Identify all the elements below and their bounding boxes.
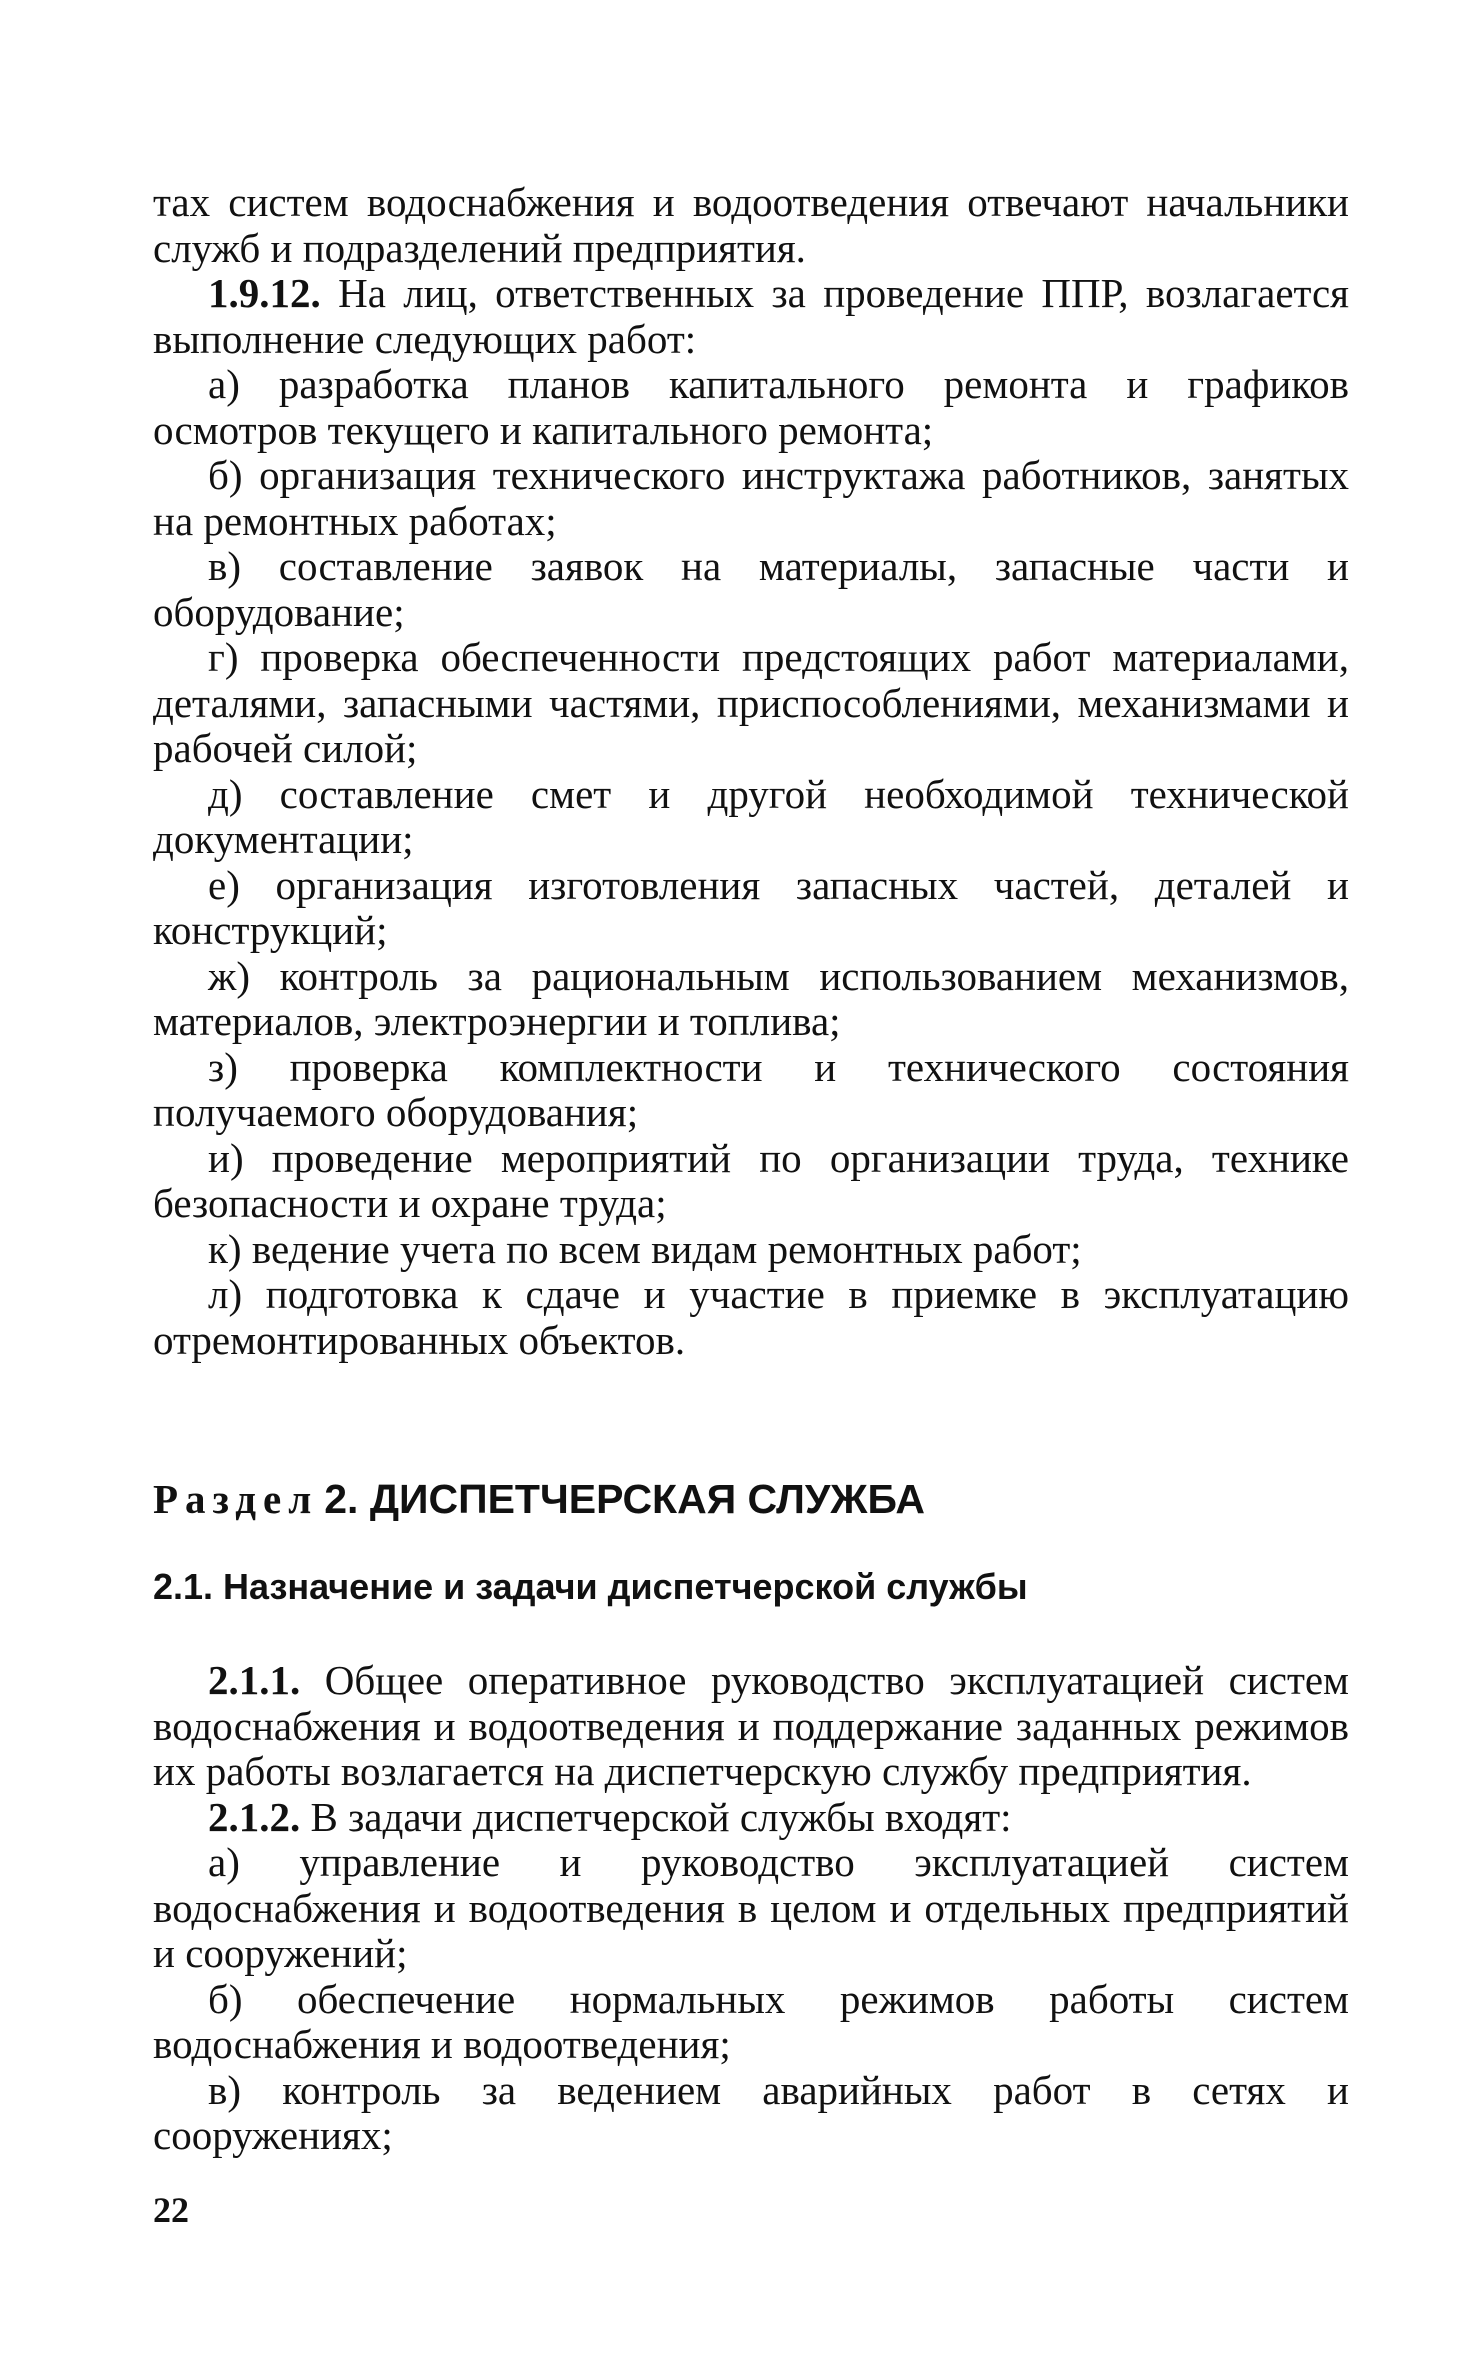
clause-text: Общее оперативное руководство эксплуатацией систем водоснабжения и водоотведения и поддержание заданных режимов их работы возлагается на диспетчерскую службу предприятия. [153, 1657, 1350, 1794]
clause-text: На лиц, ответственных за проведение ППР, возлагается выполнение следующих работ: [153, 270, 1350, 362]
clause-number: 2.1.2. [208, 1793, 301, 1840]
section-1-continuation [153, 180, 1349, 1363]
list-item: б) организация технического инструктажа работников, занятых на ремонтных работах; [153, 452, 1349, 544]
list-item: ж) контроль за рациональным использованием механизмов, материалов, электроэнергии и топлива; [153, 952, 1349, 1044]
section-title: 2. ДИСПЕТЧЕРСКАЯ СЛУЖБА [324, 1476, 925, 1522]
paragraph-continuation: тах систем водоснабжения и водоотведения отвечают начальники служб и подразделений предприятия. [153, 179, 1349, 271]
list-item: д) составление смет и другой необходимой технической документации; [153, 770, 1349, 862]
list-item: г) проверка обеспеченности предстоящих работ материалами, деталями, запасными частями, приспособлениями, механизмами и рабочей силой; [153, 634, 1349, 771]
list-item: е) организация изготовления запасных частей, деталей и конструкций; [153, 861, 1349, 953]
list-item: а) управление и руководство эксплуатацией систем водоснабжения и водоотведения в целом и отдельных предприятий и сооружений; [153, 1839, 1349, 1976]
list-item: л) подготовка к сдаче и участие в приемке в эксплуатацию отремонтированных объектов. [153, 1271, 1349, 1363]
list-item: з) проверка комплектности и технического состояния получаемого оборудования; [153, 1043, 1349, 1135]
section-2-body [153, 1658, 1349, 2159]
section-prefix: Раздел [153, 1476, 319, 1522]
subsection-heading: 2.1. Назначение и задачи диспетчерской службы [153, 1566, 1028, 1607]
document-page [153, 180, 1349, 2300]
clause-number: 2.1.1. [208, 1657, 301, 1703]
page-number: 22 [153, 2190, 189, 2230]
clause-2-1-2 [153, 1795, 1349, 1841]
list-item: а) разработка планов капитального ремонта и графиков осмотров текущего и капитального ремонта; [153, 361, 1349, 453]
clause-2-1-1 [153, 1658, 1349, 1795]
list-item: в) составление заявок на материалы, запасные части и оборудование; [153, 543, 1349, 635]
list-item: к) ведение учета по всем видам ремонтных работ; [208, 1225, 1082, 1272]
clause-1-9-12 [153, 271, 1349, 362]
list-item: в) контроль за ведением аварийных работ в сетях и сооружениях; [153, 2066, 1349, 2158]
clause-number: 1.9.12. [208, 270, 321, 316]
clause-text: В задачи диспетчерской службы входят: [310, 1793, 1012, 1840]
section-heading [153, 1475, 925, 1523]
list-item: б) обеспечение нормальных режимов работы систем водоснабжения и водоотведения; [153, 1975, 1349, 2067]
list-item: и) проведение мероприятий по организации труда, технике безопасности и охране труда; [153, 1134, 1349, 1226]
